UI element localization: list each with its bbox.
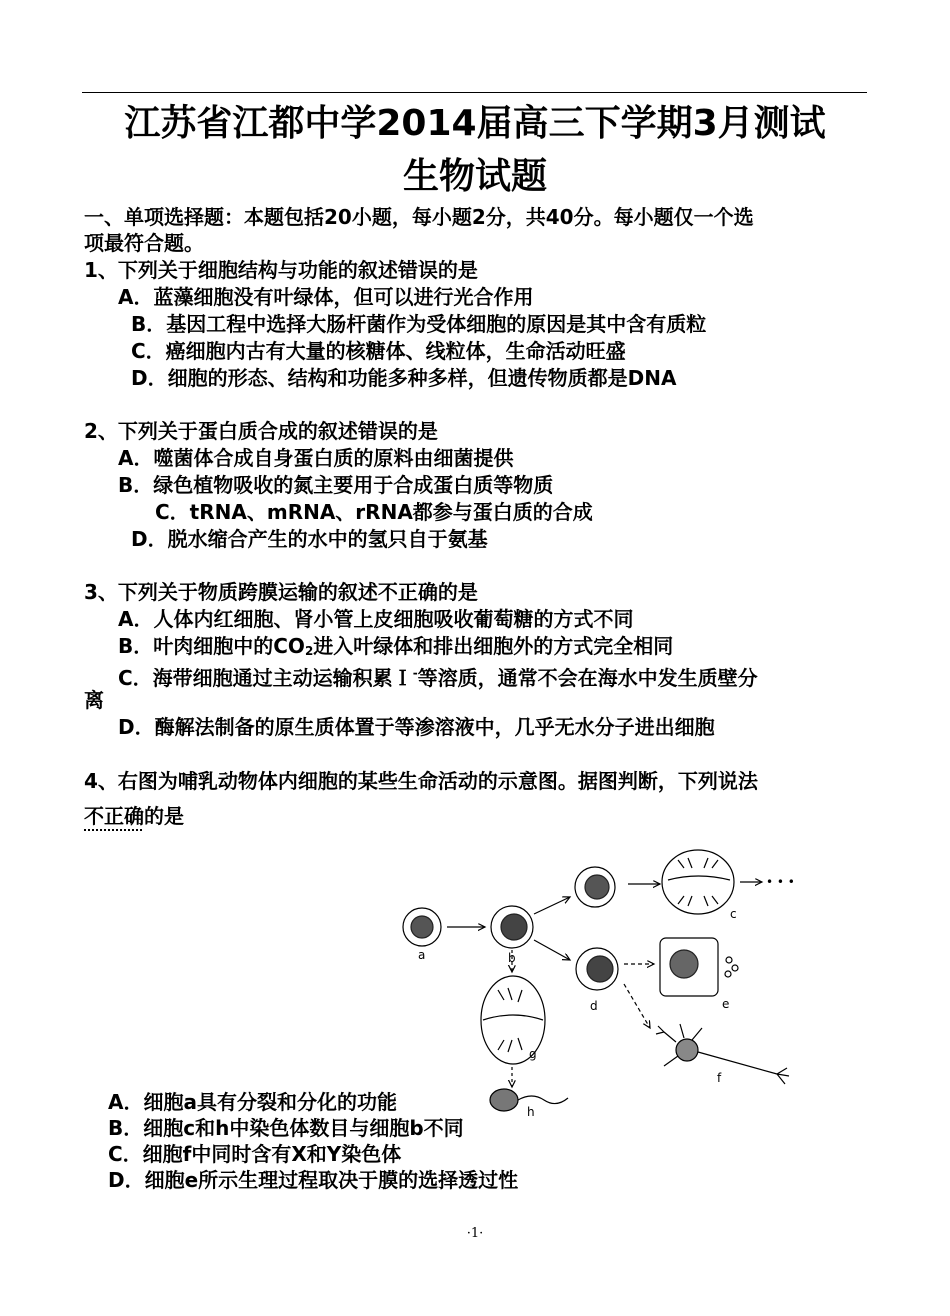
q4-stem: 4、右图为哺乳动物体内细胞的某些生命活动的示意图。据图判断，下列说法 — [84, 769, 758, 793]
svg-text:h: h — [527, 1105, 535, 1119]
cell-h — [490, 1089, 518, 1111]
q3-option-d: D．酶解法制备的原生质体置于等渗溶液中，几乎无水分子进出细胞 — [118, 715, 715, 739]
page-title: 江苏省江都中学2014届高三下学期3月测试 — [124, 103, 826, 144]
section-heading: 一、单项选择题：本题包括20小题，每小题2分，共40分。每小题仅一个选 — [84, 205, 754, 229]
cell-activity-diagram — [392, 842, 822, 1120]
header-rule — [82, 92, 867, 93]
q4-option-c: C．细胞f中同时含有X和Y染色体 — [108, 1142, 402, 1166]
page-subtitle: 生物试题 — [402, 156, 547, 197]
q1-option-c: C．癌细胞内古有大量的核糖体、线粒体，生命活动旺盛 — [131, 339, 626, 363]
cell-c — [662, 850, 734, 914]
cell-f — [676, 1039, 698, 1061]
q3-option-b: B．叶肉细胞中的$CO_2$进入叶绿体和排出细胞外的方式完全相同 — [118, 634, 674, 658]
q3-option-c-cont: 离 — [84, 688, 104, 712]
q1-option-d: D．细胞的形态、结构和功能多种多样，但遗传物质都是DNA — [131, 366, 677, 390]
svg-text:d: d — [590, 999, 598, 1013]
q2-option-a: A．噬菌体合成自身蛋白质的原料由细菌提供 — [118, 446, 514, 470]
q2-stem: 2、下列关于蛋白质合成的叙述错误的是 — [84, 419, 438, 443]
q1-option-b: B．基因工程中选择大肠杆菌作为受体细胞的原因是其中含有质粒 — [131, 312, 707, 336]
svg-text:f: f — [717, 1071, 722, 1085]
q4-option-a: A．细胞a具有分裂和分化的功能 — [108, 1090, 397, 1114]
q2-option-c: C．tRNA、mRNA、rRNA都参与蛋白质的合成 — [155, 500, 593, 524]
svg-text:• • •: • • • — [766, 875, 795, 889]
q3-stem: 3、下列关于物质跨膜运输的叙述不正确的是 — [84, 580, 478, 604]
q2-option-b: B．绿色植物吸收的氮主要用于合成蛋白质等物质 — [118, 473, 554, 497]
svg-text:a: a — [418, 948, 426, 962]
svg-text:b: b — [508, 951, 516, 965]
q1-option-a: A．蓝藻细胞没有叶绿体，但可以进行光合作用 — [118, 285, 534, 309]
q4-option-b: B．细胞c和h中染色体数目与细胞b不同 — [108, 1116, 464, 1140]
q2-option-d: D．脱水缩合产生的水中的氢只自于氨基 — [131, 527, 488, 551]
page-number: ·1· — [466, 1226, 484, 1241]
q1-stem: 1、下列关于细胞结构与功能的叙述错误的是 — [84, 258, 478, 282]
q4-stem-cont: 不正确的是 — [84, 804, 184, 828]
q3-option-c: C．海带细胞通过主动运输积累Ｉ-等溶质，通常不会在海水中发生质壁分 — [118, 666, 758, 690]
emphasis-text: 不正确 — [84, 804, 144, 828]
q3-option-a: A．人体内红细胞、肾小管上皮细胞吸收葡萄糖的方式不同 — [118, 607, 634, 631]
svg-text:e: e — [722, 997, 730, 1011]
section-heading-cont: 项最符合题。 — [84, 231, 204, 255]
svg-text:c: c — [730, 907, 737, 921]
q4-option-d: D．细胞e所示生理过程取决于膜的选择透过性 — [108, 1168, 519, 1192]
svg-text:g: g — [529, 1047, 537, 1061]
